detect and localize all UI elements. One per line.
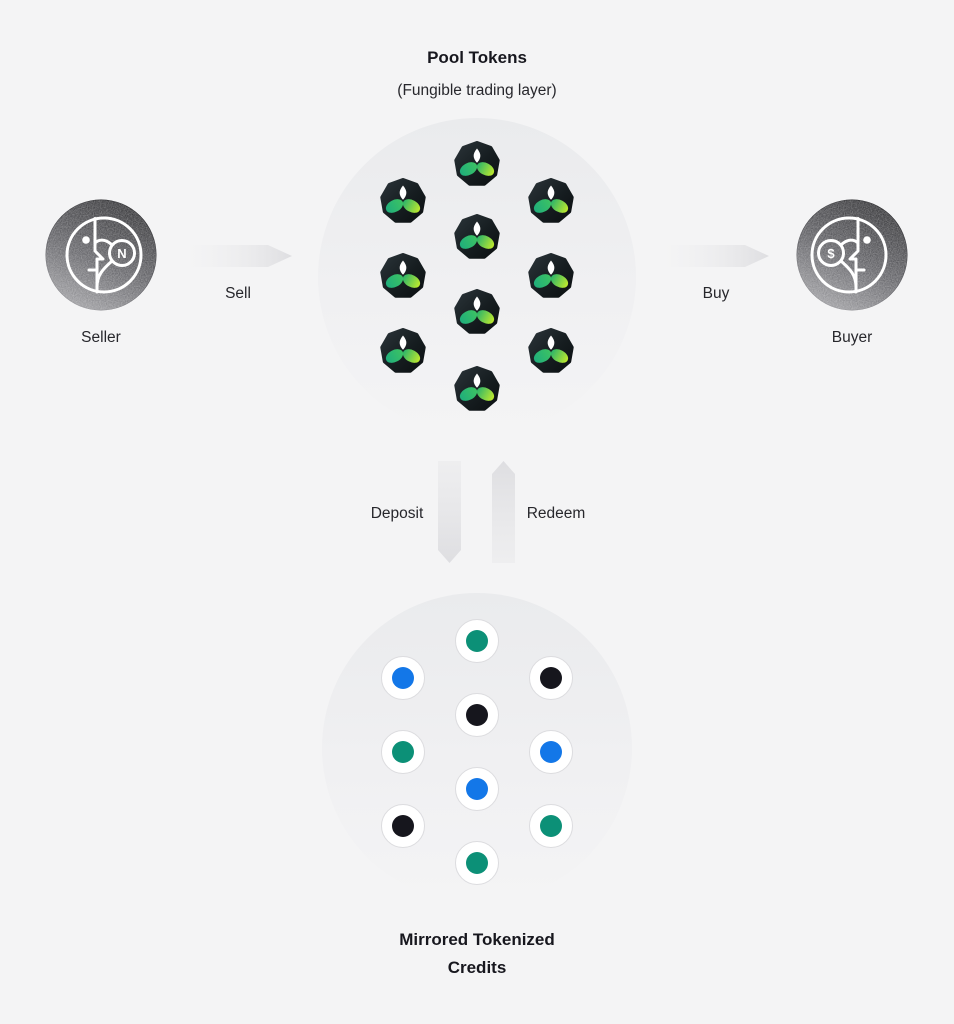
buy-arrow-icon bbox=[663, 245, 769, 267]
seller-coin-letter: N bbox=[117, 246, 127, 261]
credits-title-line2: Credits bbox=[447, 958, 507, 977]
buyer-label: Buyer bbox=[831, 329, 873, 346]
sell-arrow-icon bbox=[186, 245, 292, 267]
buy-label: Buy bbox=[702, 285, 730, 302]
seller-label: Seller bbox=[81, 329, 121, 346]
buyer-coin-letter: $ bbox=[827, 246, 835, 261]
face-profile-coin-icon bbox=[796, 199, 908, 311]
redeem-label: Redeem bbox=[526, 505, 586, 522]
deposit-label: Deposit bbox=[370, 505, 424, 522]
redeem-arrow-icon bbox=[492, 461, 515, 563]
credits-title-line1: Mirrored Tokenized bbox=[399, 930, 555, 949]
pool-title: Pool Tokens bbox=[427, 48, 527, 67]
buyer-avatar bbox=[796, 199, 908, 311]
mirrored-credits-circle bbox=[322, 593, 632, 903]
pool-tokens-circle bbox=[318, 118, 636, 436]
seller-avatar bbox=[45, 199, 157, 311]
pool-subtitle: (Fungible trading layer) bbox=[397, 82, 557, 99]
sell-label: Sell bbox=[225, 285, 251, 302]
face-profile-coin-icon bbox=[45, 199, 157, 311]
credits-title bbox=[399, 926, 555, 982]
deposit-arrow-icon bbox=[438, 461, 461, 563]
